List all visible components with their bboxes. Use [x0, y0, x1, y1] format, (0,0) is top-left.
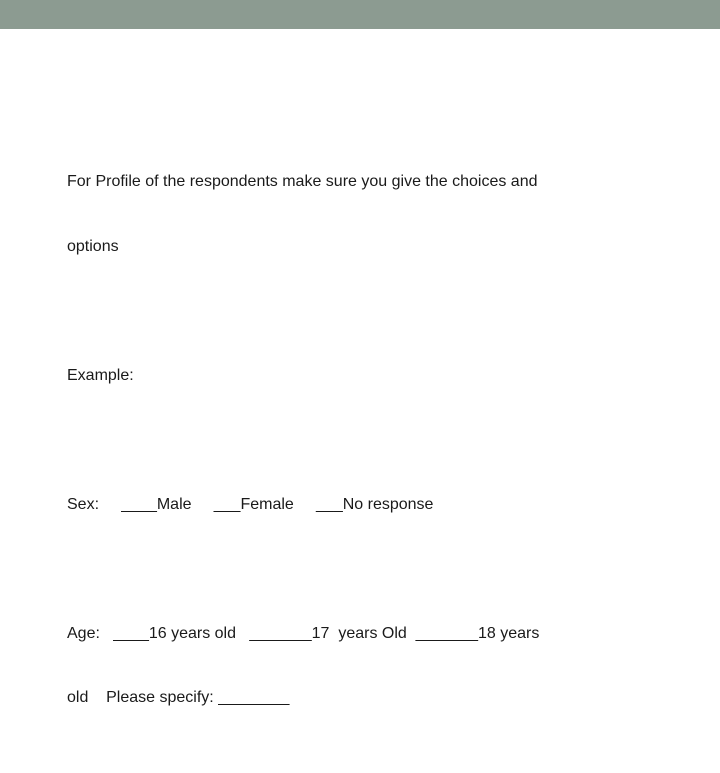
sex-options-line: Sex: ____Male ___Female ___No response: [67, 495, 434, 513]
intro-line-2: options: [67, 237, 119, 255]
sex-question: [67, 451, 667, 559]
example-heading: Example:: [67, 366, 134, 384]
age-options-line-2: old Please specify: ________: [67, 689, 290, 706]
age-question: [67, 580, 667, 752]
header-band: [0, 0, 720, 29]
age-options-line-1: Age: ____16 years old _______17 years Old _______18 years: [67, 624, 540, 642]
intro-paragraph: [67, 128, 667, 300]
example-label: [67, 322, 667, 430]
slide-body: [67, 128, 667, 773]
intro-line-1: For Profile of the respondents make sure you give the choices and: [67, 173, 538, 190]
